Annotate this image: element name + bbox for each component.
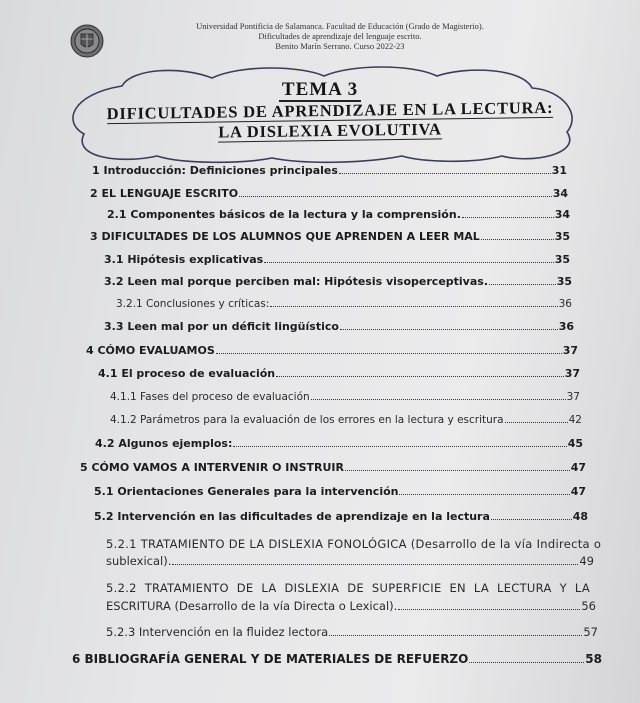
toc-entry: sublexical). 49 bbox=[106, 554, 594, 568]
header-author-course: Benito Marín Serrano. Curso 2022-23 bbox=[275, 41, 405, 51]
toc-entry: 4.1.2 Parámetros para la evaluación de los errores en la lectura y escritura 42 bbox=[110, 414, 582, 426]
toc-entry: 3.1 Hipótesis explicativas 35 bbox=[104, 253, 570, 266]
toc-entry: 2.1 Componentes básicos de la lectura y la comprensión. 34 bbox=[107, 208, 570, 221]
toc-entry: 2 EL LENGUAJE ESCRITO 34 bbox=[90, 187, 568, 200]
toc-entry: ESCRITURA (Desarrollo de la vía Directa o Lexical). 56 bbox=[106, 599, 596, 613]
toc-entry: 6 BIBLIOGRAFÍA GENERAL Y DE MATERIALES DE REFUERZO 58 bbox=[72, 652, 602, 666]
chapter-title-line-1: DIFICULTADES DE APRENDIZAJE EN LA LECTURA: bbox=[106, 97, 554, 124]
toc-entry: 3.2.1 Conclusiones y críticas: 36 bbox=[116, 298, 572, 310]
toc-entry: 5.2.3 Intervención en la fluidez lectora 57 bbox=[106, 625, 598, 639]
toc-entry: 5 CÓMO VAMOS A INTERVENIR O INSTRUIR 47 bbox=[80, 461, 586, 474]
toc-entry: 4 CÓMO EVALUAMOS 37 bbox=[86, 344, 578, 357]
toc-entry-line-1: 5.2.2 TRATAMIENTO DE LA DISLEXIA DE SUPERFICIE EN LA LECTURA Y LA bbox=[106, 581, 590, 595]
toc-entry: 4.2 Algunos ejemplos: 45 bbox=[95, 437, 583, 450]
header-subject: Dificultades de aprendizaje del lenguaje escrito. bbox=[258, 31, 422, 41]
toc-entry: 3.3 Leen mal por un déficit lingüístico 36 bbox=[104, 320, 574, 333]
chapter-title-line-2: LA DISLEXIA EVOLUTIVA bbox=[218, 119, 442, 142]
toc-entry: 3 DIFICULTADES DE LOS ALUMNOS QUE APRENDEN A LEER MAL 35 bbox=[90, 230, 570, 243]
toc-entry: 4.1.1 Fases del proceso de evaluación 37 bbox=[110, 391, 580, 403]
toc-entry: 1 Introducción: Definiciones principales 31 bbox=[92, 164, 567, 177]
chapter-heading: TEMA 3 bbox=[0, 79, 640, 101]
toc-entry: 4.1 El proceso de evaluación 37 bbox=[98, 367, 580, 380]
toc-entry: 3.2 Leen mal porque perciben mal: Hipótesis visoperceptivas. 35 bbox=[104, 275, 572, 288]
toc-entry: 5.1 Orientaciones Generales para la intervención 47 bbox=[94, 485, 586, 498]
header-institution: Universidad Pontificia de Salamanca. Facultad de Educación (Grado de Magisterio). bbox=[196, 21, 484, 31]
toc-entry: 5.2 Intervención en las dificultades de aprendizaje en la lectura 48 bbox=[94, 510, 588, 523]
toc-entry-line-1: 5.2.1 TRATAMIENTO DE LA DISLEXIA FONOLÓGICA (Desarrollo de la vía Indirecta o bbox=[106, 537, 602, 551]
